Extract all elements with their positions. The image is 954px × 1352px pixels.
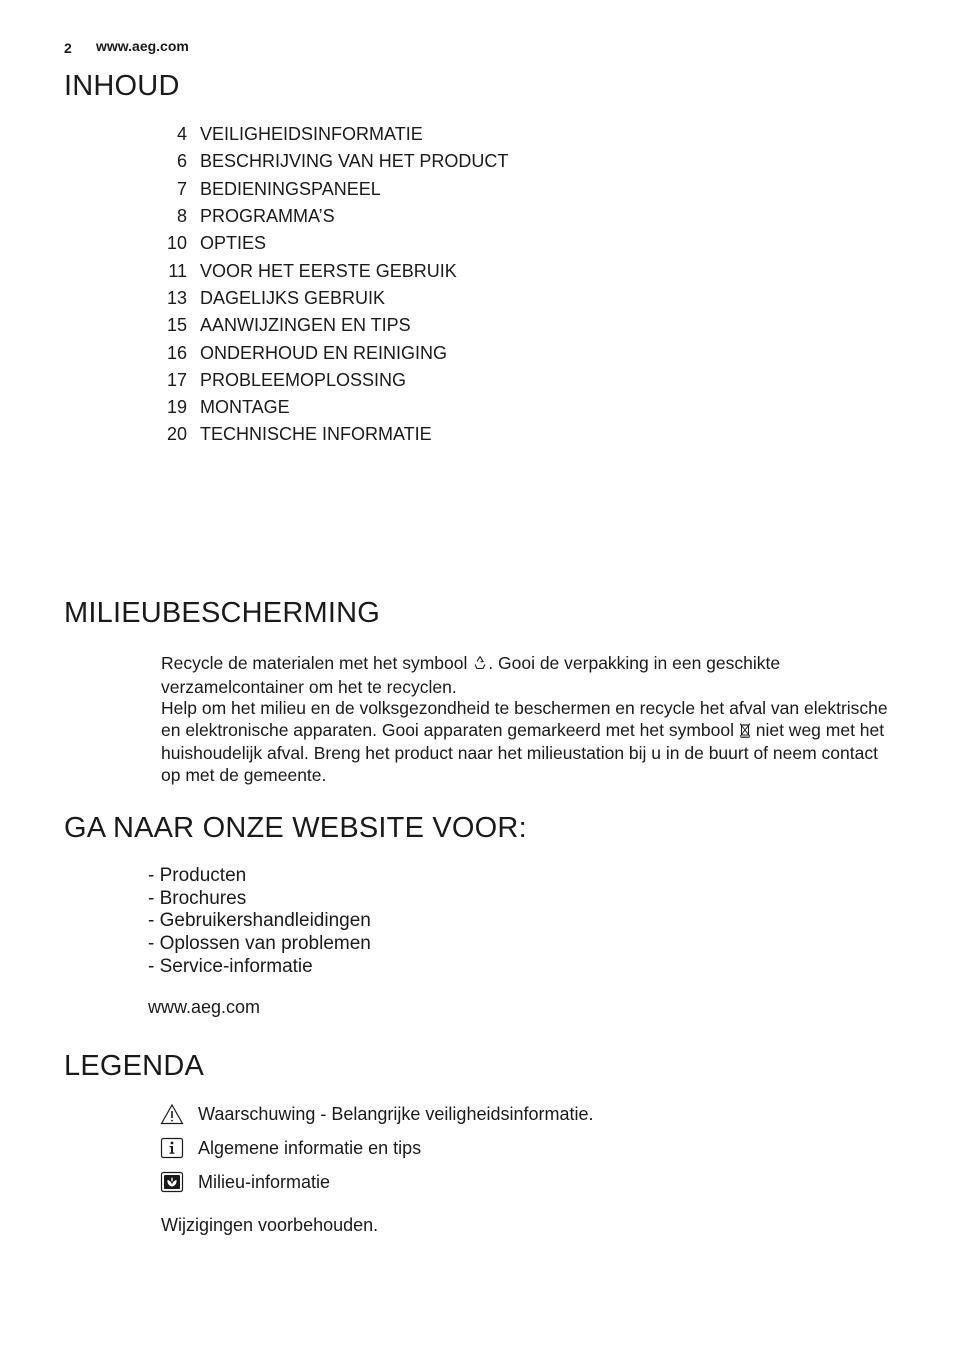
toc-item[interactable] (150, 257, 650, 284)
environment-text-1: Recycle de materialen met het symbool (161, 653, 468, 673)
toc-page-number: 17 (166, 369, 187, 390)
toc-title: VOOR HET EERSTE GEBRUIK (200, 260, 457, 281)
toc-item[interactable] (150, 312, 650, 339)
environment-text-4: niet weg met het huishoudelijk afval. Breng het product naar het milieustation bij u in de buurt of neem contact op met de gemeente. (161, 719, 885, 785)
toc-title: OPTIES (200, 233, 267, 254)
toc-title: VEILIGHEIDSINFORMATIE (200, 124, 423, 145)
toc-item[interactable] (150, 121, 650, 148)
toc-title: MONTAGE (200, 397, 290, 418)
toc-title: DAGELIJKS GEBRUIK (200, 287, 386, 308)
toc-page-number: 10 (166, 233, 187, 254)
table-of-contents (150, 121, 650, 449)
legend-item-environment (160, 1165, 594, 1199)
toc-item[interactable] (150, 230, 650, 257)
toc-item[interactable] (150, 203, 650, 230)
legend-label: Milieu-informatie (198, 1171, 331, 1192)
toc-page-number: 11 (168, 260, 187, 281)
toc-title: BESCHRIJVING VAN HET PRODUCT (200, 151, 509, 172)
list-item: - Producten (148, 865, 247, 886)
environment-text-2: . Gooi de verpakking in een geschikte verzamelcontainer om het te recyclen. (161, 653, 781, 697)
legend-label: Waarschuwing - Belangrijke veiligheidsinformatie. (198, 1103, 594, 1124)
toc-title: ONDERHOUD EN REINIGING (200, 342, 448, 363)
toc-page-number: 19 (166, 397, 187, 418)
toc-page-number: 8 (176, 206, 187, 227)
list-item: - Gebruikershandleidingen (148, 910, 371, 932)
toc-item[interactable] (150, 176, 650, 203)
toc-item[interactable] (150, 285, 650, 312)
website-list (148, 865, 371, 979)
toc-heading: INHOUD (64, 70, 180, 102)
legend-label: Algemene informatie en tips (198, 1137, 422, 1158)
environment-text-3: Help om het milieu en de volksgezondheid te beschermen en recycle het afval van elektrische en elektronische apparaten. Gooi apparaten gemarkeerd met het symbool (161, 698, 888, 740)
list-item: - Oplossen van problemen (148, 933, 371, 955)
crossed-bin-icon (739, 722, 751, 744)
toc-title: TECHNISCHE INFORMATIE (200, 424, 432, 445)
environment-heading: MILIEUBESCHERMING (64, 597, 380, 629)
recycle-icon (472, 655, 488, 677)
toc-page-number: 15 (166, 315, 187, 336)
toc-title: PROBLEEMOPLOSSING (200, 369, 407, 390)
toc-item[interactable] (150, 394, 650, 421)
legend-heading: LEGENDA (64, 1050, 204, 1082)
toc-page-number: 20 (166, 424, 187, 445)
toc-item[interactable] (150, 339, 650, 366)
toc-page-number: 13 (166, 287, 187, 308)
environment-icon (160, 1171, 198, 1193)
toc-title: PROGRAMMA’S (200, 206, 335, 227)
toc-page-number: 7 (176, 178, 187, 199)
website-url[interactable]: www.aeg.com (148, 997, 261, 1017)
website-heading: GA NAAR ONZE WEBSITE VOOR: (64, 812, 527, 844)
info-icon (160, 1137, 198, 1159)
toc-item[interactable] (150, 421, 650, 448)
toc-page-number: 6 (176, 151, 187, 172)
legend-list (160, 1097, 594, 1199)
toc-page-number: 16 (166, 342, 187, 363)
toc-title: AANWIJZINGEN EN TIPS (200, 315, 411, 336)
legend-item-info (160, 1131, 594, 1165)
toc-title: BEDIENINGSPANEEL (200, 178, 381, 199)
list-item: - Service-informatie (148, 955, 313, 977)
list-item: - Brochures (148, 887, 247, 909)
header-site-url: www.aeg.com (96, 38, 189, 54)
legend-item-warning (160, 1097, 594, 1131)
environment-paragraph (161, 653, 901, 786)
toc-item[interactable] (150, 367, 650, 394)
toc-item[interactable] (150, 148, 650, 175)
warning-icon (160, 1103, 198, 1125)
page-number: 2 (64, 40, 72, 56)
changes-reserved-note: Wijzigingen voorbehouden. (161, 1215, 379, 1235)
toc-page-number: 4 (176, 124, 187, 145)
